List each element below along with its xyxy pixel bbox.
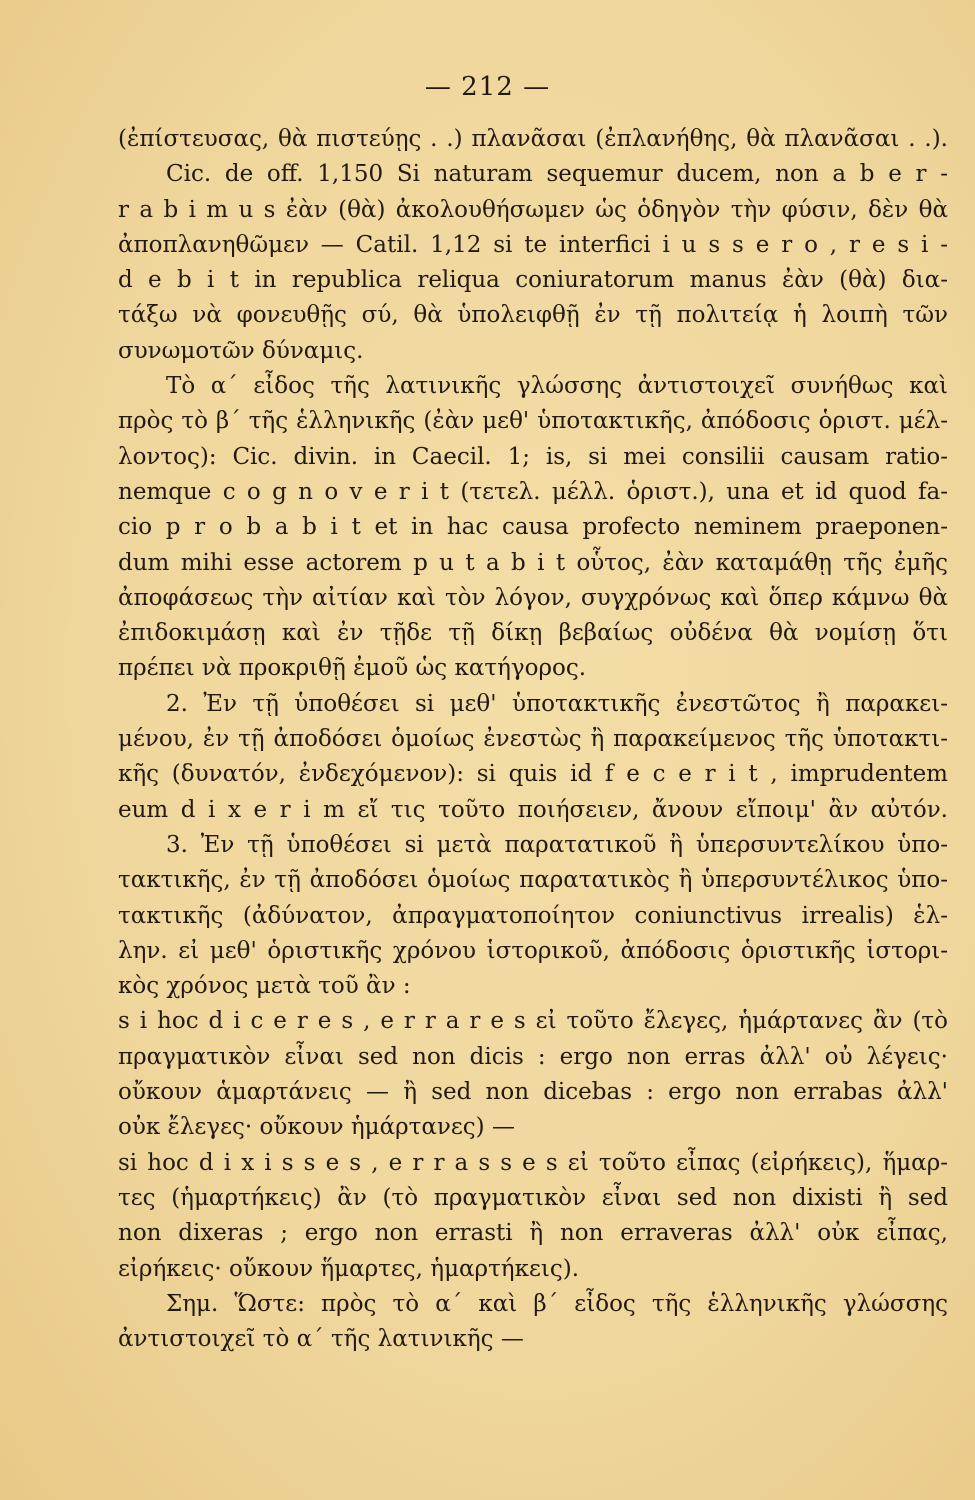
- text-line: πραγματικὸν εἶναι sed non dicis : ergo non erras ἀλλ' οὐ λέγεις·: [118, 1043, 948, 1070]
- text-line: κῆς (δυνατόν, ἐνδεχόμενον): si quis id f e c e r i t , imprudentem: [118, 761, 948, 788]
- text-line: Τὸ α΄ εἶδος τῆς λατινικῆς γλώσσης ἀντιστοιχεῖ συνήθως καὶ: [166, 373, 948, 400]
- text-line: εἰρήκεις· οὔκουν ἥμαρτες, ἡμαρτήκεις).: [118, 1255, 580, 1282]
- text-line: non dixeras ; ergo non errasti ἢ non erraveras ἀλλ' οὐκ εἶπας,: [118, 1220, 948, 1247]
- text-line: ἀποφάσεως τὴν αἰτίαν καὶ τὸν λόγον, συγχρόνως καὶ ὅπερ κάμνω θὰ: [118, 584, 948, 611]
- text-line: 3. Ἐν τῇ ὑποθέσει si μετὰ παρατατικοῦ ἢ ὑπερσυντελίκου ὑπο-: [166, 831, 948, 858]
- text-line: dum mihi esse actorem p u t a b i t οὗτος, ἐὰν καταμάθῃ τῆς ἐμῆς: [118, 549, 948, 576]
- text-line: 2. Ἐν τῇ ὑποθέσει si μεθ' ὑποτακτικῆς ἐνεστῶτος ἢ παρακει-: [166, 690, 948, 717]
- text-line: πρὸς τὸ β΄ τῆς ἑλληνικῆς (ἐὰν μεθ' ὑποτακτικῆς, ἀπόδοσις ὁριστ. μέλ-: [118, 408, 948, 435]
- text-line: τακτικῆς (ἀδύνατον, ἀπραγματοποίητον coniunctivus irrealis) ἑλ-: [118, 902, 948, 929]
- text-line: Σημ. Ὥστε: πρὸς τὸ α΄ καὶ β΄ εἶδος τῆς ἑλληνικῆς γλώσσης: [166, 1290, 948, 1317]
- text-line: Cic. de off. 1,150 Si naturam sequemur ducem, non a b e r -: [166, 161, 948, 188]
- text-line: τάξω νὰ φονευθῇς σύ, θὰ ὑπολειφθῇ ἐν τῇ πολιτείᾳ ἡ λοιπὴ τῶν: [118, 302, 948, 329]
- text-line: οὐκ ἔλεγες· οὔκουν ἡμάρτανες) —: [118, 1114, 515, 1141]
- text-line: μένου, ἐν τῇ ἀποδόσει ὁμοίως ἐνεστὼς ἢ παρακείμενος τῆς ὑποτακτι-: [118, 726, 948, 753]
- text-line: ἀποπλανηθῶμεν — Catil. 1,12 si te interfici i u s s e r o , r e s i -: [118, 231, 948, 258]
- text-line: οὔκουν ἁμαρτάνεις — ἢ sed non dicebas : ergo non errabas ἀλλ': [118, 1079, 948, 1106]
- text-line: (ἐπίστευσας, θὰ πιστεύῃς . .) πλανᾶσαι (ἐπλανήθης, θὰ πλανᾶσαι . .).: [118, 126, 948, 152]
- text-line: s i hoc d i c e r e s , e r r a r e s εἰ τοῦτο ἔλεγες, ἡμάρτανες ἂν (τὸ: [118, 1008, 948, 1035]
- body-text: [118, 122, 948, 1357]
- text-line: λην. εἰ μεθ' ὁριστικῆς χρόνου ἱστορικοῦ, ἀπόδοσις ὁριστικῆς ἱστορι-: [118, 937, 948, 964]
- page-number: — 212 —: [424, 72, 551, 102]
- text-line: ἐπιδοκιμάσῃ καὶ ἐν τῇδε τῇ δίκῃ βεβαίως οὐδένα θὰ νομίσῃ ὅτι: [118, 620, 948, 647]
- text-line: κὸς χρόνος μετὰ τοῦ ἂν :: [118, 973, 411, 1000]
- text-line: ἀντιστοιχεῖ τὸ α΄ τῆς λατινικῆς —: [118, 1326, 524, 1353]
- text-line: πρέπει νὰ προκριθῇ ἐμοῦ ὡς κατήγορος.: [118, 655, 587, 682]
- text-line: eum d i x e r i m εἴ τις τοῦτο ποιήσειεν, ἄνουν εἴποιμ' ἂν αὐτόν.: [118, 796, 948, 823]
- text-line: si hoc d i x i s s e s , e r r a s s e s εἰ τοῦτο εἶπας (εἰρήκεις), ἥμαρ-: [118, 1149, 948, 1176]
- text-line: nemque c o g n o v e r i t (τετελ. μέλλ. ὁριστ.), una et id quod fa-: [118, 478, 948, 505]
- text-line: r a b i m u s ἐὰν (θὰ) ἀκολουθήσωμεν ὡς ὁδηγὸν τὴν φύσιν, δὲν θὰ: [118, 196, 948, 223]
- text-line: d e b i t in republica reliqua coniuratorum manus ἐὰν (θὰ) δια-: [118, 267, 948, 294]
- text-line: cio p r o b a b i t et in hac causa profecto neminem praeponen-: [118, 514, 948, 541]
- text-line: τες (ἡμαρτήκεις) ἂν (τὸ πραγματικὸν εἶναι sed non dixisti ἢ sed: [118, 1184, 948, 1211]
- text-line: τακτικῆς, ἐν τῇ ἀποδόσει ὁμοίως παρατατικὸς ἢ ὑπερσυντέλικος ὑπο-: [118, 867, 948, 894]
- text-line: λοντος): Cic. divin. in Caecil. 1; is, si mei consilii causam ratio-: [118, 443, 948, 470]
- text-line: συνωμοτῶν δύναμις.: [118, 337, 364, 364]
